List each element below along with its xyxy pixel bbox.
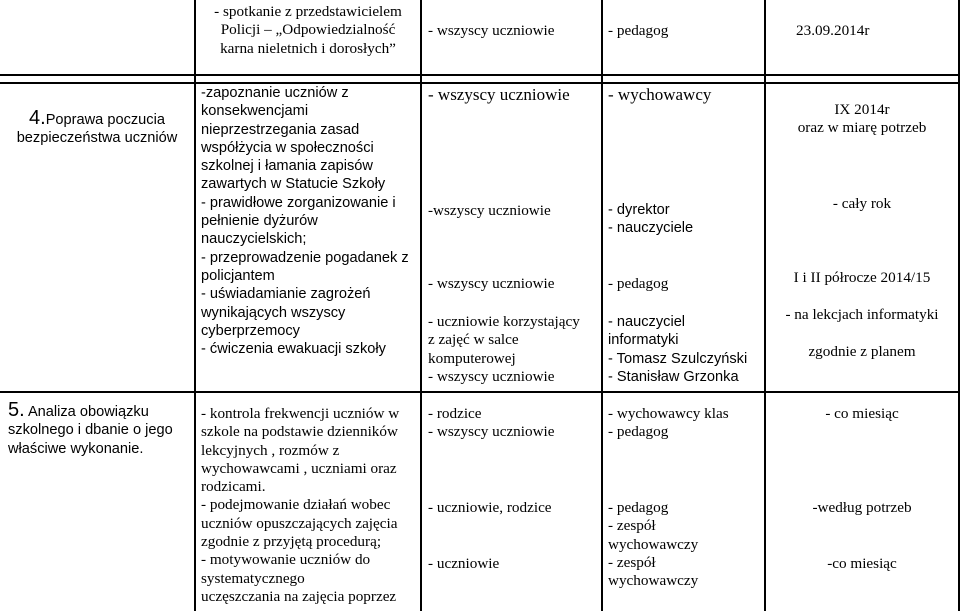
row2-resp-b xyxy=(608,499,698,590)
row1-activity-line: policjantem xyxy=(201,267,275,284)
row2-resp-b-line: wychowawczy xyxy=(608,572,699,590)
col-border-2 xyxy=(420,0,422,611)
row-border-top-1 xyxy=(0,74,960,76)
row1-activity-line: - ćwiczenia ewakuacji szkoły xyxy=(201,341,386,358)
row1-target-b: -wszyscy uczniowie xyxy=(428,202,551,219)
row0-date: 23.09.2014r xyxy=(796,22,870,39)
row2-target-a xyxy=(428,405,555,442)
row-border-row2 xyxy=(0,391,960,393)
row1-target-c: - wszyscy uczniowie xyxy=(428,275,555,292)
row2-activity-line: rodzicami. xyxy=(201,478,266,496)
row1-activity xyxy=(201,84,409,358)
row1-resp-d-line: - nauczyciel xyxy=(608,314,686,330)
row2-resp-a-line: - pedagog xyxy=(608,423,669,441)
row1-target-d-line: komputerowej xyxy=(428,349,516,367)
row1-activity-line: nieprzestrzegania zasad xyxy=(201,121,360,138)
row2-activity xyxy=(201,405,399,606)
row2-activity-line: uczniów opuszczających zajęcia xyxy=(201,514,398,532)
row1-resp-c: - pedagog xyxy=(608,275,669,292)
row2-date-a: - co miesiąc xyxy=(825,405,899,422)
row1-activity-line: szkolnej i łamania zapisów xyxy=(201,158,373,175)
row1-resp-b xyxy=(608,201,693,238)
col-border-3 xyxy=(601,0,603,611)
row-border-top-2 xyxy=(0,82,960,84)
row1-resp-d-line: - Stanisław Grzonka xyxy=(608,368,739,385)
row1-target-d-line: - uczniowie korzystający xyxy=(428,313,580,330)
row1-activity-line: - przeprowadzenie pogadanek z xyxy=(201,249,409,266)
row1-activity-line: wynikających wszyscy xyxy=(201,304,346,321)
row2-target-c: - uczniowie xyxy=(428,555,500,572)
row1-activity-line: - prawidłowe zorganizowanie i xyxy=(201,194,396,211)
col-border-1 xyxy=(194,0,196,611)
row1-date-c: I i II półrocze 2014/15 xyxy=(793,269,931,286)
row1-date-a xyxy=(766,101,958,138)
row1-resp-d-line: - Tomasz Szulczyński xyxy=(608,350,748,367)
row2-activity-line: szkole na podstawie dzienników xyxy=(201,423,398,441)
row2-task-line: szkolnego i dbanie o jego xyxy=(8,422,173,439)
row2-resp-a xyxy=(608,405,729,442)
row2-task-number: 5. xyxy=(8,399,25,421)
row2-activity-line: uczęszczania na zajęcia poprzez xyxy=(201,587,397,605)
row0-responsible: - pedagog xyxy=(608,22,669,39)
row2-target-a-line: - wszyscy uczniowie xyxy=(428,423,555,441)
row1-activity-line: -zapoznanie uczniów z xyxy=(201,85,349,101)
row1-target-a: - wszyscy uczniowie xyxy=(428,85,570,104)
row2-task-line: właściwe wykonanie. xyxy=(8,440,144,457)
row2-target-a-line: - rodzice xyxy=(428,405,482,422)
row1-date-a-line: oraz w miarę potrzeb xyxy=(797,119,927,137)
row2-date-c: -co miesiąc xyxy=(827,555,897,572)
row1-activity-line: konsekwencjami xyxy=(201,103,309,120)
row2-activity-line: lekcyjnych , rozmów z xyxy=(201,441,340,459)
row2-activity-line: systematycznego xyxy=(201,569,305,587)
row1-date-e: zgodnie z planem xyxy=(808,343,916,360)
row2-task xyxy=(8,401,173,458)
row1-resp-d-line: informatyki xyxy=(608,332,679,349)
row1-activity-line: cyberprzemocy xyxy=(201,322,300,339)
row2-resp-a-line: - wychowawcy klas xyxy=(608,405,729,422)
row1-task-number: 4. xyxy=(29,107,46,129)
row2-activity-line: - podejmowanie działań wobec xyxy=(201,496,391,514)
row1-target-d-line: z zajęć w salce xyxy=(428,331,519,349)
row0-target: - wszyscy uczniowie xyxy=(428,22,555,39)
row1-resp-b-line: - nauczyciele xyxy=(608,220,694,237)
row1-target-d-line: - wszyscy uczniowie xyxy=(428,367,555,385)
row1-task-title: Poprawa poczucia xyxy=(45,112,165,128)
row2-resp-b-line: - zespół xyxy=(608,553,656,571)
row2-task-title: Analiza obowiązku xyxy=(27,404,149,420)
row1-date-a-line: IX 2014r xyxy=(834,101,890,118)
row2-resp-b-line: - pedagog xyxy=(608,499,669,516)
row1-target-d xyxy=(428,313,580,386)
row2-target-b: - uczniowie, rodzice xyxy=(428,499,552,516)
row1-activity-line: współżycia w społeczności xyxy=(201,139,374,156)
row0-activity xyxy=(196,3,420,58)
row1-activity-line: - uświadamianie zagrożeń xyxy=(201,286,371,303)
row1-resp-d xyxy=(608,313,747,386)
row2-activity-line: - motywowanie uczniów do xyxy=(201,551,371,569)
row0-activity-line-3: karna nieletnich i dorosłych” xyxy=(220,39,396,57)
row1-task xyxy=(2,109,192,148)
row1-activity-line: nauczycielskich; xyxy=(201,231,307,248)
row1-activity-line: zawartych w Statucie Szkoły xyxy=(201,176,386,193)
row1-resp-a: - wychowawcy xyxy=(608,85,712,104)
row2-activity-line: zgodnie z przyjętą procedurą; xyxy=(201,533,382,551)
row1-resp-b-line: - dyrektor xyxy=(608,202,670,218)
row2-activity-line: - kontrola frekwencji uczniów w xyxy=(201,405,400,422)
row0-activity-line-1: - spotkanie z przedstawicielem xyxy=(214,3,402,20)
row2-activity-line: wychowawcami , uczniami oraz xyxy=(201,459,397,477)
row0-activity-line-2: Policji – „Odpowiedzialność xyxy=(220,21,396,39)
row1-date-b: - cały rok xyxy=(832,195,892,212)
row1-task-line-2: bezpieczeństwa uczniów xyxy=(16,130,178,147)
row1-date-d: - na lekcjach informatyki xyxy=(785,306,939,323)
row2-date-b: -według potrzeb xyxy=(812,499,912,516)
row2-resp-b-line: - zespół xyxy=(608,517,656,535)
row1-activity-line: pełnienie dyżurów xyxy=(201,213,318,230)
row2-resp-b-line: wychowawczy xyxy=(608,535,699,553)
